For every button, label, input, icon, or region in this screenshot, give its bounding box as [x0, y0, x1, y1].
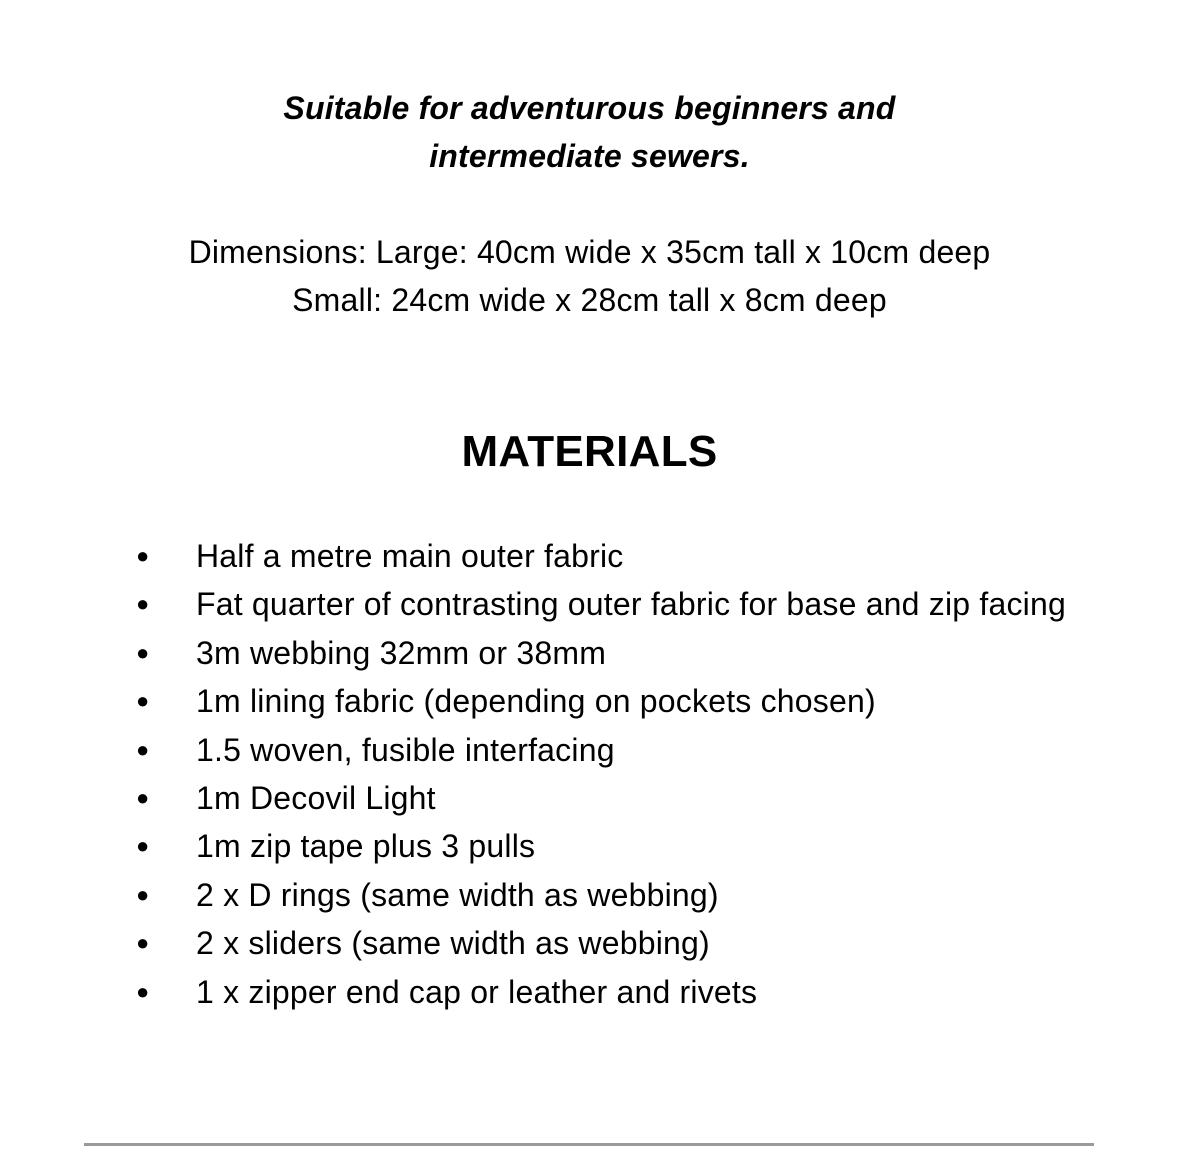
bullet-icon: ● — [136, 881, 150, 907]
list-item — [136, 968, 1096, 1016]
list-item-text: 1m lining fabric (depending on pockets chosen) — [196, 683, 876, 720]
materials-heading: MATERIALS — [461, 427, 718, 476]
list-item-text: 2 x D rings (same width as webbing) — [196, 876, 719, 913]
skill-level-line-1: Suitable for adventurous beginners and — [283, 90, 896, 126]
bullet-icon: ● — [136, 785, 150, 811]
dimensions — [0, 228, 1179, 324]
skill-level-line-2: intermediate sewers. — [429, 138, 750, 174]
list-item — [136, 919, 1096, 967]
list-item-text: 1 x zipper end cap or leather and rivets — [196, 973, 758, 1010]
list-item-text: Fat quarter of contrasting outer fabric for base and zip facing — [196, 586, 1066, 623]
bullet-icon: ● — [136, 978, 150, 1004]
bullet-icon: ● — [136, 930, 150, 956]
list-item-text: 1.5 woven, fusible interfacing — [196, 731, 615, 768]
list-item — [136, 532, 1096, 580]
list-item-text: 2 x sliders (same width as webbing) — [196, 925, 710, 962]
bullet-icon: ● — [136, 591, 150, 617]
list-item — [136, 629, 1096, 677]
dimensions-small: Small: 24cm wide x 28cm tall x 8cm deep — [292, 282, 887, 318]
list-item — [136, 822, 1096, 870]
list-item-text: 1m zip tape plus 3 pulls — [196, 828, 536, 865]
bullet-icon: ● — [136, 543, 150, 568]
bullet-icon: ● — [136, 736, 150, 762]
skill-level-note — [0, 84, 1179, 180]
bullet-icon: ● — [136, 833, 150, 859]
bottom-divider — [84, 1143, 1094, 1146]
list-item-text: 1m Decovil Light — [196, 780, 436, 817]
materials-list — [136, 532, 1096, 1016]
list-item — [136, 726, 1096, 774]
list-item — [136, 580, 1096, 628]
dimensions-large: Dimensions: Large: 40cm wide x 35cm tall x 10cm deep — [188, 234, 991, 270]
list-item — [136, 774, 1096, 822]
list-item-text: Half a metre main outer fabric — [196, 538, 624, 574]
bullet-icon: ● — [136, 639, 150, 665]
list-item-text: 3m webbing 32mm or 38mm — [196, 634, 607, 671]
list-item — [136, 871, 1096, 919]
list-item — [136, 677, 1096, 725]
bullet-icon: ● — [136, 688, 150, 714]
